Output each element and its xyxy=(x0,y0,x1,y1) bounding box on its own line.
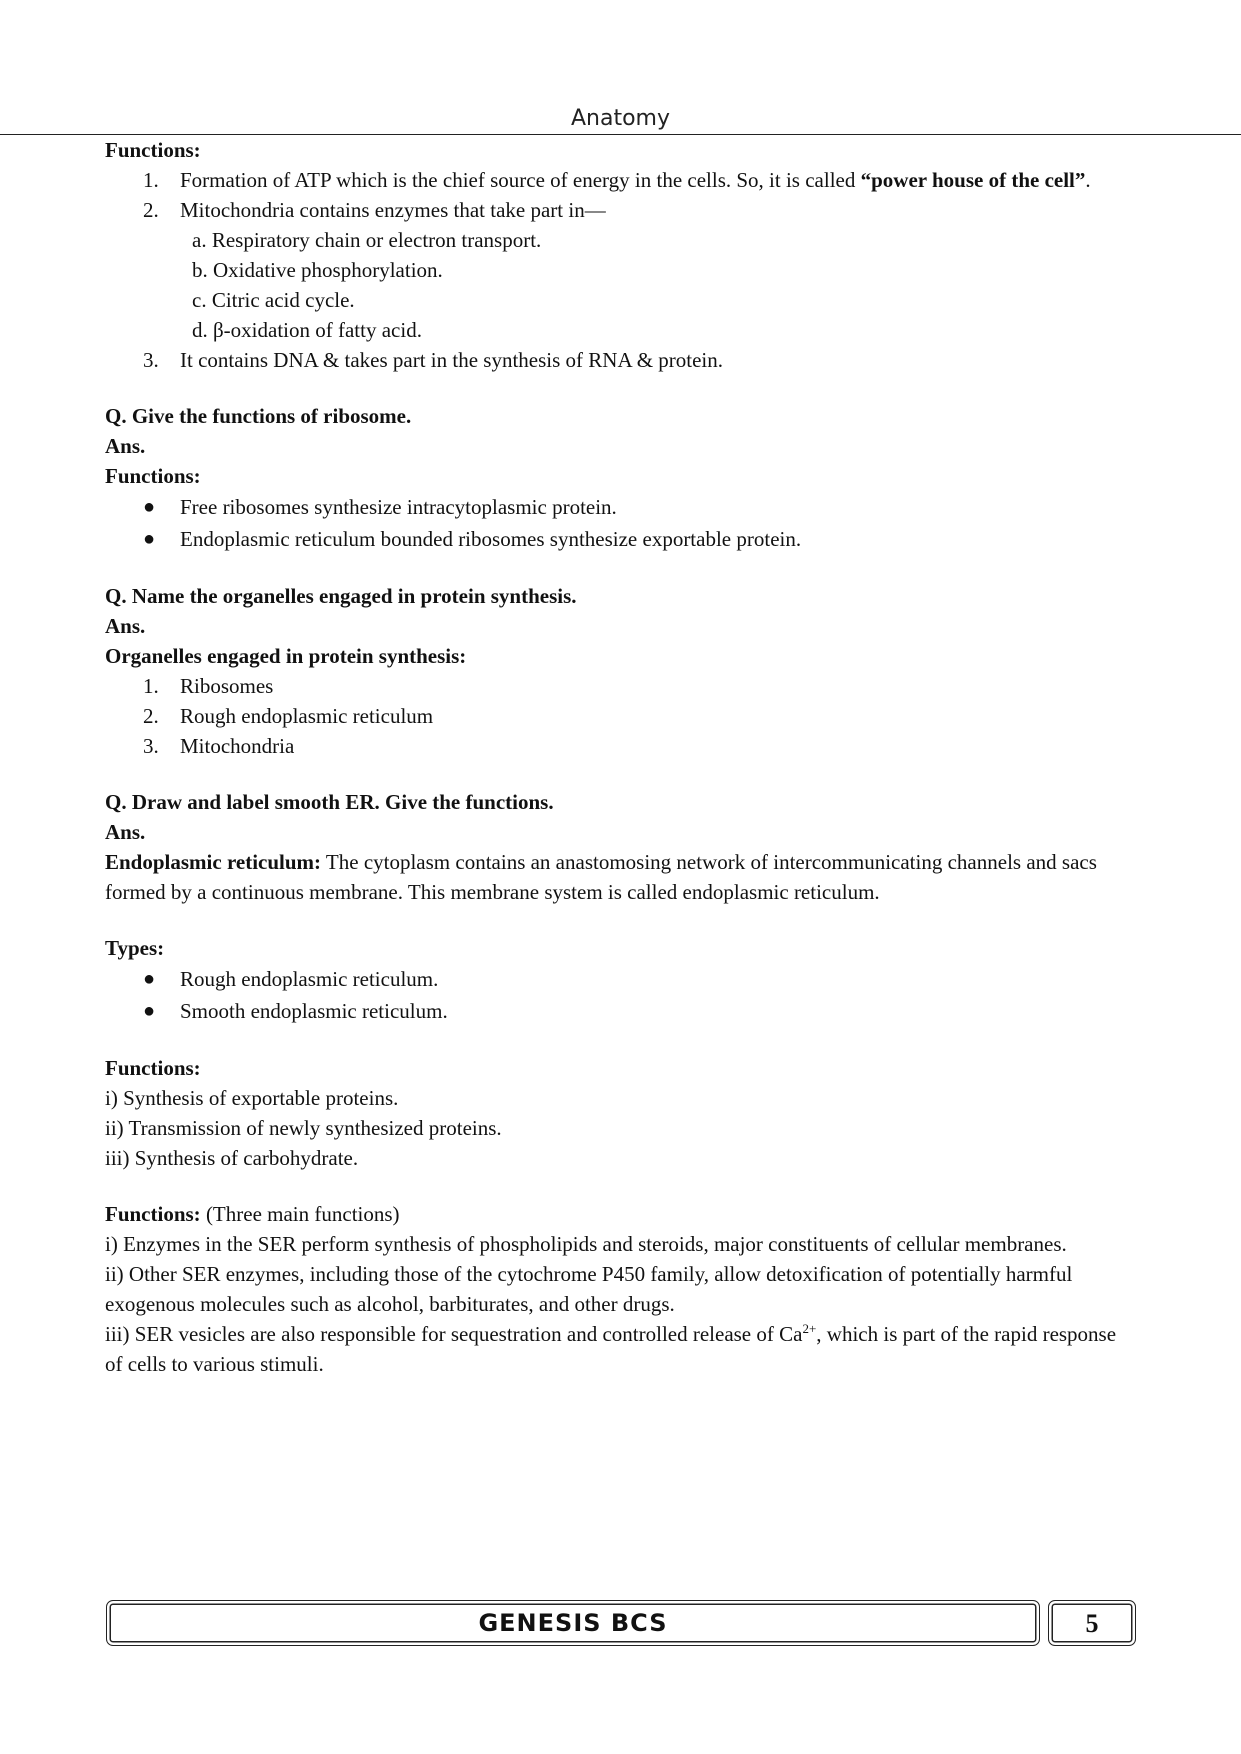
function-item: ii) Transmission of newly synthesized proteins. xyxy=(105,1116,502,1140)
ribosome-bullets xyxy=(105,491,1135,555)
item-bold-text: “power house of the cell” xyxy=(860,168,1086,192)
ser-ans: Ans. xyxy=(105,820,146,844)
ser-function-item: i) Enzymes in the SER perform synthesis of phospholipids and steroids, major constituents of cellular membranes. xyxy=(105,1232,1067,1256)
item-number: 3. xyxy=(143,734,159,758)
sub-item: d. β-oxidation of fatty acid. xyxy=(192,318,422,342)
list-item xyxy=(105,195,1135,225)
protein-ans: Ans. xyxy=(105,614,146,638)
list-item xyxy=(105,995,1135,1027)
page-footer xyxy=(106,1600,1138,1648)
bullet-icon: ● xyxy=(143,496,156,518)
item-text: Formation of ATP which is the chief source of energy in the cells. So, it is called xyxy=(180,168,861,192)
item-text: Ribosomes xyxy=(180,674,274,698)
sub-item: c. Citric acid cycle. xyxy=(192,288,355,312)
ser-function-text: iii) SER vesicles are also responsible for sequestration and controlled release of Ca xyxy=(105,1322,803,1346)
item-text-end: . xyxy=(1085,168,1091,192)
bullet-text: Endoplasmic reticulum bounded ribosomes synthesize exportable protein. xyxy=(180,527,802,551)
bullet-text: Free ribosomes synthesize intracytoplasmic protein. xyxy=(180,495,617,519)
page-number: 5 xyxy=(1085,1609,1099,1638)
page-header xyxy=(0,104,1241,135)
item-text: Rough endoplasmic reticulum xyxy=(180,704,434,728)
page-content xyxy=(105,135,1135,1379)
list-item xyxy=(105,491,1135,523)
ser-function-text-end: , which is part of the rapid response of cells to various stimuli. xyxy=(105,1322,1117,1376)
list-item xyxy=(105,671,1135,701)
er-definition xyxy=(105,847,1135,907)
item-number: 2. xyxy=(143,704,159,728)
er-term: Endoplasmic reticulum: xyxy=(105,850,322,874)
list-item xyxy=(105,345,1135,375)
ser-functions-heading xyxy=(105,1199,1135,1229)
bullet-icon: ● xyxy=(143,968,156,990)
mito-sub-list xyxy=(105,225,1135,345)
item-text: Mitochondria xyxy=(180,734,295,758)
protein-question: Q. Name the organelles engaged in protein synthesis. xyxy=(105,584,577,608)
bullet-icon: ● xyxy=(143,528,156,550)
sub-item: b. Oxidative phosphorylation. xyxy=(192,258,443,282)
function-item: iii) Synthesis of carbohydrate. xyxy=(105,1146,359,1170)
types-bullets xyxy=(105,963,1135,1027)
ribosome-ans: Ans. xyxy=(105,434,146,458)
ser-question: Q. Draw and label smooth ER. Give the functions. xyxy=(105,790,554,814)
mito-functions-label: Functions: xyxy=(105,138,201,162)
bullet-icon: ● xyxy=(143,1000,156,1022)
sub-item: a. Respiratory chain or electron transport. xyxy=(192,228,542,252)
mito-functions-list xyxy=(105,165,1135,225)
item-number: 1. xyxy=(143,168,159,192)
footer-brand: GENESIS BCS xyxy=(478,1609,668,1637)
ser-function-item xyxy=(105,1319,1135,1379)
list-item xyxy=(105,165,1135,195)
types-label: Types: xyxy=(105,936,165,960)
header-title: Anatomy xyxy=(570,106,670,131)
list-item xyxy=(105,731,1135,761)
er-def-text: The cytoplasm contains an anastomosing network of intercommunicating channels and sacs formed by a continuous membrane. This membrane system is called endoplasmic reticulum. xyxy=(105,850,1097,904)
list-item xyxy=(105,523,1135,555)
footer-page-box xyxy=(1048,1600,1136,1646)
ribosome-functions-label: Functions: xyxy=(105,464,201,488)
item-number: 3. xyxy=(143,348,159,372)
bullet-text: Smooth endoplasmic reticulum. xyxy=(180,999,448,1023)
ser-function-item: ii) Other SER enzymes, including those of the cytochrome P450 family, allow detoxification of potentially harmful exogenous molecules such as alcohol, barbiturates, and other drugs. xyxy=(105,1262,1073,1316)
item-text: It contains DNA & takes part in the synthesis of RNA & protein. xyxy=(180,348,724,372)
item-number: 2. xyxy=(143,198,159,222)
ribosome-question: Q. Give the functions of ribosome. xyxy=(105,404,412,428)
protein-list xyxy=(105,671,1135,761)
list-item xyxy=(105,963,1135,995)
item-text: Mitochondria contains enzymes that take part in— xyxy=(180,198,606,222)
protein-label: Organelles engaged in protein synthesis: xyxy=(105,644,467,668)
mito-functions-list-cont xyxy=(105,345,1135,375)
footer-brand-box xyxy=(106,1600,1040,1646)
bullet-text: Rough endoplasmic reticulum. xyxy=(180,967,439,991)
superscript: 2+ xyxy=(802,1321,817,1336)
ser-functions-note: (Three main functions) xyxy=(200,1202,400,1226)
list-item xyxy=(105,701,1135,731)
ser-functions-label: Functions: xyxy=(105,1202,201,1226)
function-item: i) Synthesis of exportable proteins. xyxy=(105,1086,399,1110)
item-number: 1. xyxy=(143,674,159,698)
rer-functions-label: Functions: xyxy=(105,1056,201,1080)
